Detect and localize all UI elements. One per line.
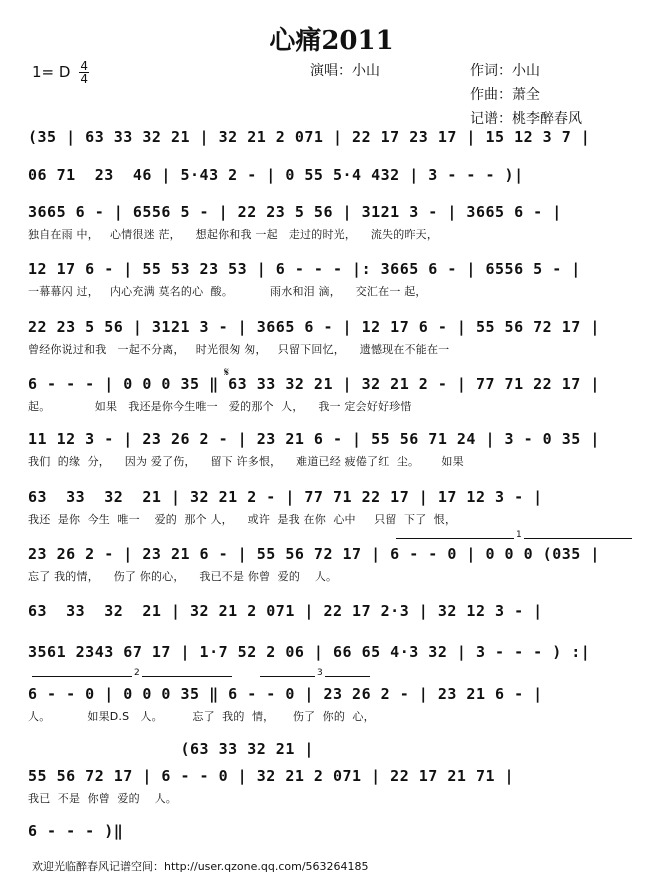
volta-bracket-1: [396, 530, 632, 540]
time-sig-bottom: 4: [80, 72, 89, 86]
time-signature: [79, 60, 89, 85]
notation-line: 55 56 72 17 | 6 - - 0 | 32 21 2 071 | 22 17 21 71 |: [28, 767, 515, 785]
footer-credit: 欢迎光临醉春风记谱空间：http://user.qzone.qq.com/563264185: [32, 860, 369, 873]
notation-line: 12 17 6 - | 55 53 23 53 | 6 - - - |: 3665 6 - | 6556 5 - |: [28, 260, 581, 278]
notation-line: 11 12 3 - | 23 26 2 - | 23 21 6 - | 55 56 71 24 | 3 - 0 35 |: [28, 430, 600, 448]
notation-line: 63 33 32 21 | 32 21 2 - | 77 71 22 17 | 17 12 3 - |: [28, 488, 543, 506]
notation-line: 3665 6 - | 6556 5 - | 22 23 5 56 | 3121 3 - | 3665 6 - |: [28, 203, 562, 221]
volta-bracket-2: [32, 668, 232, 678]
key-signature: [32, 60, 89, 85]
key-label: 1= D: [32, 63, 71, 81]
volta-number: 2: [134, 668, 140, 678]
notation-line: 22 23 5 56 | 3121 3 - | 3665 6 - | 12 17 6 - | 55 56 72 17 |: [28, 318, 600, 336]
lyric-line: 我们 的缘 分， 因为 爱了伤， 留下 许多恨， 难道已经 疲倦了红 尘。 如果: [28, 455, 464, 468]
notation-line: (63 33 32 21 |: [28, 740, 314, 758]
lyric-line: 我已 不是 你曾 爱的 人。: [28, 792, 177, 805]
volta-bracket-3: [260, 668, 370, 678]
lyric-line: 独自在雨 中， 心情很迷 茫， 想起你和我 一起 走过的时光， 流失的昨天，: [28, 228, 439, 241]
lyric-line: 一幕幕闪 过， 内心充满 莫名的心 酸。 雨水和泪 滴， 交汇在一 起，: [28, 285, 427, 298]
notation-line: 6 - - - )‖: [28, 822, 124, 840]
notation-line: 3561 2343 67 17 | 1·7 52 2 06 | 66 65 4·3 32 | 3 - - - ) :|: [28, 643, 591, 661]
notation-line: (35 | 63 33 32 21 | 32 21 2 071 | 22 17 23 17 | 15 12 3 7 |: [28, 128, 591, 146]
composer-credit: 作曲：萧全: [470, 87, 540, 103]
notation-line: 63 33 32 21 | 32 21 2 071 | 22 17 2·3 | 32 12 3 - |: [28, 602, 543, 620]
notation-line: 6 - - 0 | 0 0 0 35 ‖ 6 - - 0 | 23 26 2 - | 23 21 6 - |: [28, 685, 543, 703]
lyric-line: 人。 如果D.S 人。 忘了 我的 情， 伤了 你的 心，: [28, 710, 375, 723]
singer-credit: 演唱：小山: [310, 63, 380, 79]
time-sig-top: 4: [80, 59, 89, 73]
notation-line: 06 71 23 46 | 5·43 2 - | 0 55 5·4 432 | 3 - - - )|: [28, 166, 524, 184]
lyric-line: 起。 如果 我还是你今生唯一 爱的那个 人， 我一 定会好好珍惜: [28, 400, 412, 413]
lyric-line: 忘了 我的情， 伤了 你的心， 我已不是 你曾 爱的 人。: [28, 570, 338, 583]
lyric-line: 我还 是你 今生 唯一 爱的 那个 人， 或许 是我 在你 心中 只留 下了 恨，: [28, 513, 457, 526]
notation-line: 23 26 2 - | 23 21 6 - | 55 56 72 17 | 6 - - 0 | 0 0 0 (035 |: [28, 545, 600, 563]
song-title: 心痛2011: [269, 26, 394, 56]
lyricist-credit: 作词：小山: [470, 63, 540, 79]
transcriber-credit: 记谱：桃李醉春风: [470, 111, 582, 127]
notation-line: 6 - - - | 0 0 0 35 ‖ 63 33 32 21 | 32 21 2 - | 77 71 22 17 |: [28, 375, 600, 393]
segno-sign: 𝄋: [224, 365, 230, 379]
volta-number: 3: [317, 668, 323, 678]
lyric-line: 曾经你说过和我 一起不分离， 时光很匆 匆， 只留下回忆， 遗憾现在不能在一: [28, 343, 450, 356]
volta-number: 1: [516, 530, 522, 540]
